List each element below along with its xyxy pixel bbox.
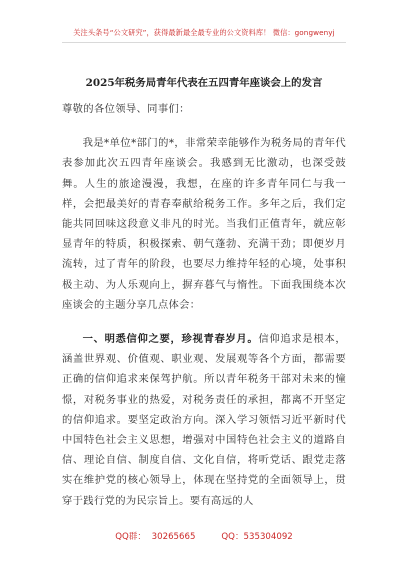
paragraph-section-1 <box>62 329 346 511</box>
footer-contact <box>0 530 408 542</box>
footer-qq: QQ：535304092 <box>221 532 293 542</box>
document-title: 2025年税务局青年代表在五四青年座谈会上的发言 <box>85 77 323 89</box>
document-body <box>62 99 346 511</box>
footer-qq-group: QQ群： 30265665 <box>115 532 196 542</box>
header-divider <box>62 42 346 43</box>
header-banner: 关注头条号“公文研究”，获得最新最全最专业的公文资料库！ 微信：gongwenyj <box>73 28 335 37</box>
salutation: 尊敬的各位领导、同事们： <box>62 103 190 115</box>
paragraph-intro: 我是*单位*部门的*，非常荣幸能够作为税务局的青年代表参加此次五四青年座谈会。我感到无比激动，也深受鼓舞。人生的旅途漫漫，我想，在座的许多青年同仁与我一样，会把最美好的青春奉献给税务工作。多年之后，我们定能共同回味这段意义非凡的时光。当我们正值青年，就应彰显青年的特质，积极探索、朝气蓬勃、充满干劲；即便岁月流转，过了青年的阶段，也要尽力维持年轻的心境，处事积极主动、为人乐观向上，摒弃暮气与惰性。下面我围绕本次座谈会的主题分享几点体会： <box>62 137 346 311</box>
section-body: 信仰追求是根本，涵盖世界观、价值观、职业观、发展观等各个方面，都需要正确的信仰追求来保驾护航。所以青年税务干部对未来的憧憬，对税务事业的热爱，对税务责任的承担，都离不开坚定的信仰追求。要坚定政治方向。深入学习领悟习近平新时代中国特色社会主义思想，增强对中国特色社会主义的道路自信、理论自信、制度自信、文化自信，将听党话、跟党走落实在维护党的核心领导上，体现在坚持党的全面领导上，贯穿于践行党的为民宗旨上。要有高远的人 <box>62 333 346 507</box>
section-heading: 一、明悉信仰之要，珍视青春岁月。 <box>82 333 259 346</box>
